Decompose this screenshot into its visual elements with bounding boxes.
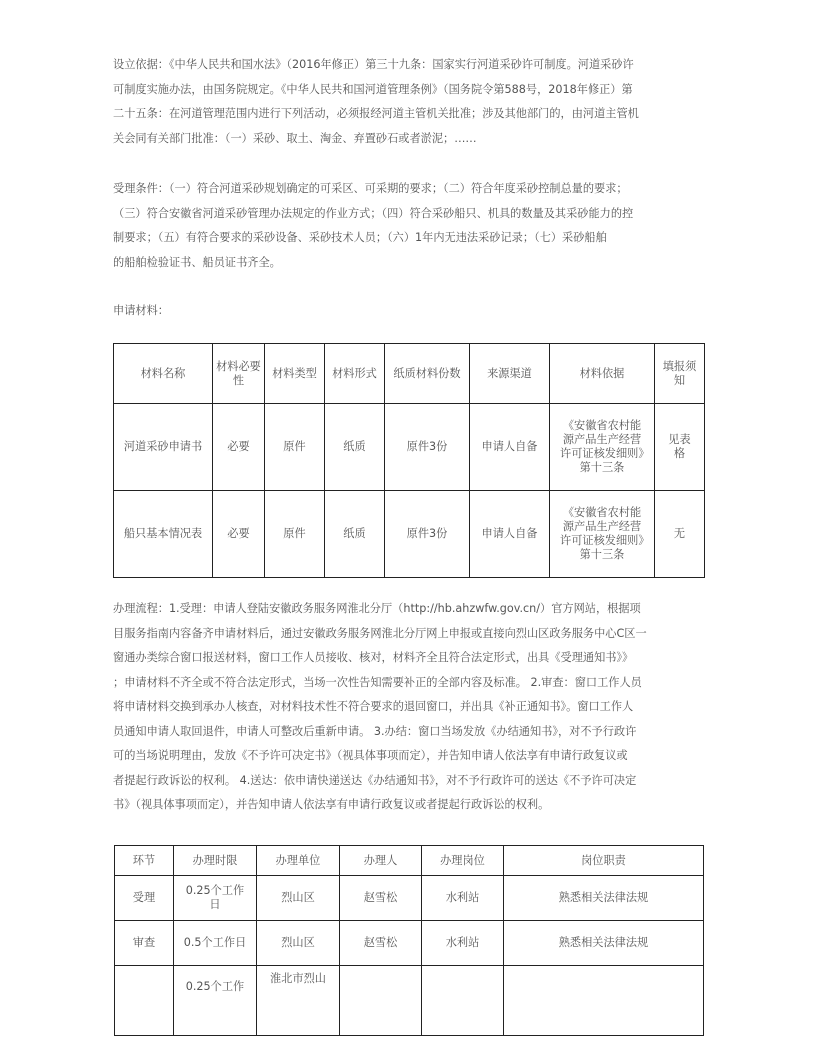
table-cell: 无 (655, 491, 705, 578)
table-cell (115, 966, 174, 1036)
table-row (115, 921, 704, 966)
conditions-line: 受理条件：（一）符合河道采砂规划确定的可采区、可采期的要求；（二）符合年度采砂控制总量的要求； (113, 182, 628, 195)
procedure-line: 可的当场说明理由，发放《不予许可决定书》（视具体事项而定），并告知申请人依法享有申请行政复议或 (113, 749, 628, 762)
table-cell (340, 966, 422, 1036)
basis-line: 设立依据：《中华人民共和国水法》（2016年修正）第三十九条：国家实行河道采砂许可制度。河道采砂许 (113, 58, 634, 71)
procedure-line: 办理流程：1.受理：申请人登陆安徽政务服务网淮北分厅（http://hb.ahzwfw.gov.cn/）官方网站，根据项 (113, 602, 641, 615)
header-cell: 办理单位 (257, 846, 340, 876)
table-cell: 淮北市烈山 (257, 966, 340, 1036)
table-cell: 原件 (265, 491, 325, 578)
procedure-line: 目服务指南内容备齐申请材料后，通过安徽政务服务网淮北分厅网上申报或直接向烈山区政务服务中心C区一 (113, 626, 647, 640)
conditions-paragraph (113, 177, 705, 275)
table-cell: 申请人自备 (470, 491, 550, 578)
header-cell: 办理人 (340, 846, 422, 876)
table-cell: 必要 (213, 404, 265, 491)
table-cell: 水利站 (422, 921, 504, 966)
table-cell: 纸质 (325, 491, 385, 578)
process-header-row (115, 846, 704, 876)
header-cell: 来源渠道 (470, 344, 550, 404)
table-cell: 必要 (213, 491, 265, 578)
header-cell: 环节 (115, 846, 174, 876)
conditions-line: （三）符合安徽省河道采砂管理办法规定的作业方式；（四）符合采砂船只、机具的数量及其采砂能力的控 (113, 206, 634, 220)
table-cell: 河道采砂申请书 (114, 404, 213, 491)
basis-line: 可制度实施办法，由国务院规定。《中华人民共和国河道管理条例》（国务院令第588号，2018年修正）第 (113, 82, 633, 96)
table-cell (504, 966, 704, 1036)
materials-header-row (114, 344, 705, 404)
table-cell: 0.25个工作日 (174, 876, 257, 921)
table-cell: 见表格 (655, 404, 705, 491)
table-row (115, 876, 704, 921)
table-row (114, 491, 705, 578)
header-cell: 材料类型 (265, 344, 325, 404)
table-cell: 原件3份 (385, 404, 470, 491)
header-cell: 岗位职责 (504, 846, 704, 876)
procedure-line: 书》（视具体事项而定），并告知申请人依法享有申请行政复议或者提起行政诉讼的权利。 (113, 798, 550, 811)
header-cell: 材料依据 (550, 344, 655, 404)
conditions-line: 制要求；（五）有符合要求的采砂设备、采砂技术人员；（六）1年内无违法采砂记录；（七）采砂船舶 (113, 231, 607, 244)
table-cell: 审查 (115, 921, 174, 966)
materials-label: 申请材料： (113, 304, 169, 317)
table-row (115, 966, 704, 1036)
procedure-line: 窗通办类综合窗口报送材料，窗口工作人员接收、核对，材料齐全且符合法定形式，出具《受理通知书》》 (113, 651, 634, 664)
header-cell: 办理时限 (174, 846, 257, 876)
table-cell: 熟悉相关法律法规 (504, 876, 704, 921)
basis-line: 关会同有关部门批准：（一）采砂、取土、淘金、弃置砂石或者淤泥；…… (113, 131, 477, 145)
procedure-paragraph (113, 597, 705, 818)
conditions-line: 的船舶检验证书、船员证书齐全。 (113, 255, 281, 269)
header-cell: 填报须知 (655, 344, 705, 404)
basis-line: 二十五条：在河道管理范围内进行下列活动，必须报经河道主管机关批准；涉及其他部门的，由河道主管机 (113, 107, 639, 120)
table-cell: 船只基本情况表 (114, 491, 213, 578)
table-cell: 赵雪松 (340, 921, 422, 966)
table-cell: 原件3份 (385, 491, 470, 578)
materials-table (113, 343, 705, 578)
header-cell: 材料必要性 (213, 344, 265, 404)
table-row (114, 404, 705, 491)
table-cell: 《安徽省农村能源产品生产经营许可证核发细则》第十三条 (550, 404, 655, 491)
table-cell: 受理 (115, 876, 174, 921)
procedure-line: 员通知申请人取回退件，申请人可整改后重新申请。 3.办结：窗口当场发放《办结通知书》，对不予行政许 (113, 724, 637, 738)
table-cell: 烈山区 (257, 876, 340, 921)
procedure-line: ；申请材料不齐全或不符合法定形式，当场一次性告知需要补正的全部内容及标准。 2.审查：窗口工作人员 (113, 675, 642, 689)
header-cell: 办理岗位 (422, 846, 504, 876)
table-cell: 赵雪松 (340, 876, 422, 921)
table-cell: 纸质 (325, 404, 385, 491)
table-cell: 0.25个工作 (174, 966, 257, 1036)
procedure-line: 者提起行政诉讼的权利。 4.送达：依申请快递送达《办结通知书》，对不予行政许可的送达《不予许可决定 (113, 773, 637, 787)
basis-paragraph (113, 53, 705, 151)
table-cell (422, 966, 504, 1036)
header-cell: 材料形式 (325, 344, 385, 404)
header-cell: 纸质材料份数 (385, 344, 470, 404)
table-cell: 申请人自备 (470, 404, 550, 491)
table-cell: 烈山区 (257, 921, 340, 966)
procedure-line: 将申请材料交换到承办人核查，对材料技术性不符合要求的退回窗口，并出具《补正通知书》。窗口工作人 (113, 700, 634, 713)
table-cell: 0.5个工作日 (174, 921, 257, 966)
table-cell: 熟悉相关法律法规 (504, 921, 704, 966)
header-cell: 材料名称 (114, 344, 213, 404)
table-cell: 原件 (265, 404, 325, 491)
table-cell: 《安徽省农村能源产品生产经营许可证核发细则》第十三条 (550, 491, 655, 578)
table-cell: 水利站 (422, 876, 504, 921)
process-table (114, 845, 704, 1036)
